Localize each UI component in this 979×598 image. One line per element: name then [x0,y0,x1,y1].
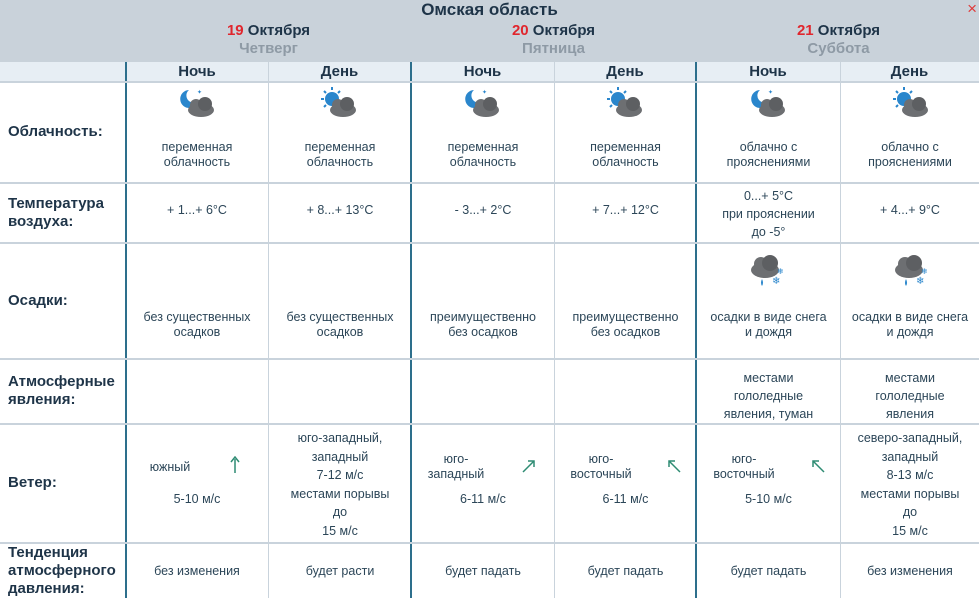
part-label-night: Ночь [178,63,216,80]
atmospheric-cell: местами гололедные явления [875,371,945,421]
wind-speed: 5-10 м/с [173,492,221,506]
row-divider [0,542,979,544]
temperature-cell: - 3...+ 2°C [454,203,512,217]
row-divider [0,358,979,360]
temperature-cell: + 1...+ 6°C [167,203,227,217]
arrow-up-right-icon [521,458,537,474]
precipitation-cell: без существенных осадков [143,310,251,339]
wind-direction: юго- восточный [570,452,632,481]
row-divider [0,423,979,425]
atmospheric-cell: местами гололедные явления, туман [723,371,814,421]
day-month: Октября [817,22,881,39]
row-label-cloudiness: Облачность: [8,123,103,140]
day-header-2 [411,22,696,58]
precipitation-cell: осадки в виде снега и дождя [851,310,969,339]
row-label-pressure: Тенденция атмосферного давления: [8,544,116,597]
temperature-cell: + 4...+ 9°C [880,203,940,217]
part-label-night: Ночь [463,63,502,80]
wind-speed: 5-10 м/с [745,492,792,506]
day-weekday: Суббота [807,40,870,57]
snow-rain-cloud-icon [748,252,786,290]
arrow-up-left-icon [666,458,682,474]
wind-direction: южный [149,460,191,474]
row-divider [0,81,979,83]
svg-text:✦: ✦ [482,90,488,96]
day-header-1 [126,22,411,58]
svg-text:✦: ✦ [768,90,774,96]
row-label-atmospheric: Атмосферные явления: [8,373,115,408]
region-title: Омская область [421,0,558,19]
wind-cell: северо-западный, западный 8-13 м/с местами порывы до 15 м/с [857,431,963,538]
temperature-cell: + 7...+ 12°C [592,203,659,217]
precipitation-cell: без существенных осадков [286,310,394,339]
pressure-cell: без изменения [154,564,240,578]
cloud-cell: переменная облачность [447,140,519,169]
part-label-day: День [606,63,644,80]
cloud-cell: переменная облачность [161,140,233,169]
cloud-cell: переменная облачность [304,140,376,169]
part-label-night: Ночь [749,63,787,80]
arrow-up-left-icon [810,458,826,474]
temperature-cell: 0...+ 5°C при прояснении до -5° [722,189,815,239]
wind-direction: юго- восточный [713,452,775,481]
row-label-temperature: Температура воздуха: [8,195,104,230]
precipitation-cell: осадки в виде снега и дождя [710,310,827,339]
cloud-cell: облачно с прояснениями [868,140,952,169]
day-header-3 [696,22,979,58]
sun-cloud-icon [318,86,360,120]
svg-text:❄: ❄ [777,267,784,276]
svg-text:❄: ❄ [921,267,928,276]
cloud-cell: облачно с прояснениями [726,140,811,169]
svg-text:❄: ❄ [916,276,925,287]
pressure-cell: будет расти [305,564,375,578]
moon-cloud-icon [177,86,219,120]
moon-cloud-icon [462,86,504,120]
wind-cell: юго-западный, западный 7-12 м/с местами порывы до 15 м/с [290,431,390,538]
day-number: 19 [226,22,244,39]
part-label-day: День [890,63,929,80]
pressure-cell: будет падать [730,564,807,578]
row-divider [0,182,979,184]
pressure-cell: без изменения [867,564,953,578]
part-label-day: День [320,63,359,80]
row-divider [0,242,979,244]
wind-speed: 6-11 м/с [602,492,649,506]
day-month: Октября [247,22,311,39]
row-label-wind: Ветер: [8,474,57,491]
arrow-up-icon [229,456,241,474]
day-weekday: Четверг [239,40,298,57]
close-icon[interactable]: × [967,0,977,18]
cloud-cell: переменная облачность [590,140,661,169]
day-number: 21 [796,22,814,39]
wind-direction: юго- западный [427,452,485,481]
snow-rain-cloud-icon [892,252,930,290]
temperature-cell: + 8...+ 13°C [306,203,374,217]
day-number: 20 [511,22,529,39]
day-month: Октября [532,22,596,39]
svg-text:✦: ✦ [197,90,203,96]
sun-cloud-icon [890,86,932,120]
svg-text:❄: ❄ [772,276,781,287]
row-label-precipitation: Осадки: [8,292,68,309]
sun-cloud-icon [604,86,646,120]
wind-speed: 6-11 м/с [460,492,506,506]
day-weekday: Пятница [522,40,585,57]
precipitation-cell: преимущественно без осадков [430,310,536,339]
pressure-cell: будет падать [445,564,521,578]
precipitation-cell: преимущественно без осадков [572,310,679,339]
moon-cloud-icon [748,86,790,120]
pressure-cell: будет падать [587,564,664,578]
